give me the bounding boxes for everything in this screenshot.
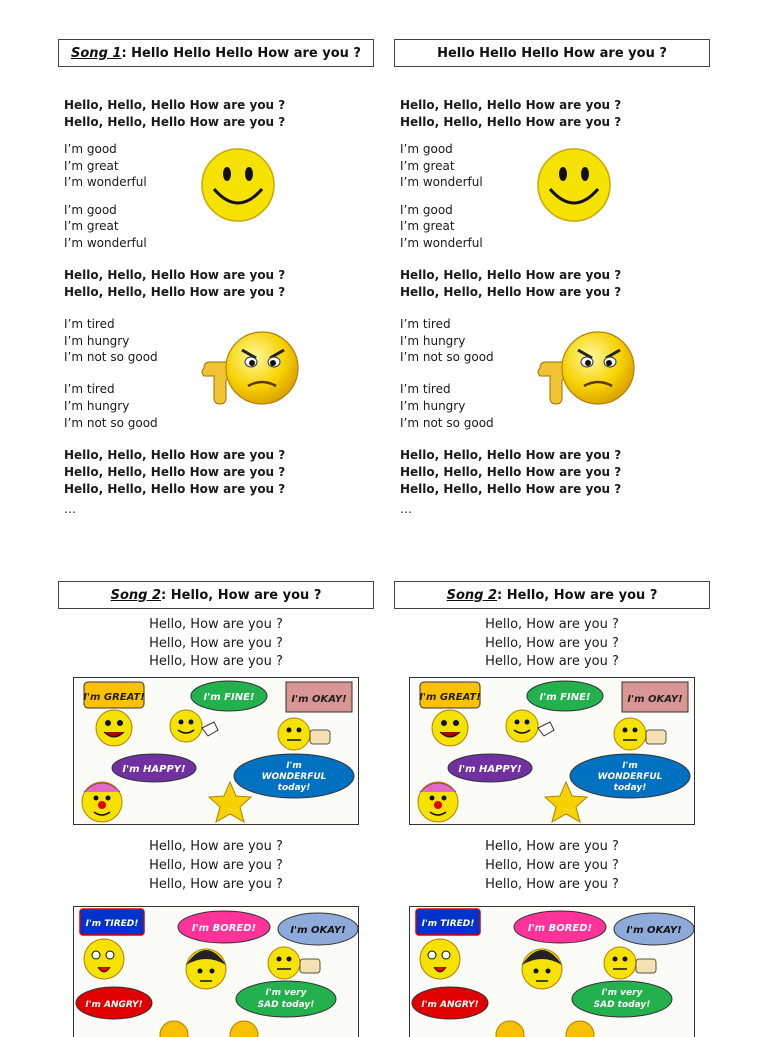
thumbs-down-smiley-icon [534,328,640,410]
tired-bubble-text: I'm TIRED! [421,919,475,929]
lyric-line: I’m hungry [400,399,466,413]
lyric-line: I’m hungry [64,334,130,348]
lyric-line: I’m great [400,219,455,233]
lyric-line: I’m tired [64,317,115,331]
tired-bubble-text: I'm TIRED! [85,919,139,929]
sad-bubble-line-2: SAD today! [593,1000,651,1010]
chorus-line: Hello, Hello, Hello How are you ? [400,268,622,282]
feelings-panel-2 [73,906,359,1037]
feelings-panel-1 [73,677,359,825]
sad-bubble-line-2: SAD today! [257,1000,315,1010]
feelings-panel-2 [409,906,695,1037]
lyric-line: I’m not so good [64,350,158,364]
chorus-line: Hello, Hello, Hello How are you ? [400,285,622,299]
okay-bubble-text: I'm OKAY! [291,694,347,705]
wonderful-bubble-line-3: today! [613,783,647,793]
happy-bubble-text: I'm HAPPY! [122,764,186,775]
lyric-line: I’m good [64,142,117,156]
wonderful-bubble-line-3: today! [277,783,311,793]
angry-bubble-text: I'm ANGRY! [85,1000,143,1010]
song2-title-text: : Hello, How are you ? [497,587,658,603]
song1-title-prefix: Song 1 [71,45,122,61]
sad-bubble-line-1: I'm very [601,988,643,998]
song2-line: Hello, How are you ? [485,654,619,669]
lyric-line: I’m not so good [400,350,494,364]
song2-line: Hello, How are you ? [149,654,283,669]
lyric-line: I’m tired [400,382,451,396]
song2-title [394,581,710,609]
song1-title [394,39,710,67]
song2-title-prefix: Song 2 [446,587,498,603]
lyric-line: I’m not so good [64,416,158,430]
chorus-line: Hello, Hello, Hello How are you ? [64,465,286,479]
lyric-line: I’m wonderful [64,236,147,250]
chorus-line: Hello, Hello, Hello How are you ? [400,98,622,112]
feelings-illustration-2 [74,907,358,1037]
lyric-line: I’m good [400,203,453,217]
lyric-line: I’m not so good [400,416,494,430]
chorus-line: Hello, Hello, Hello How are you ? [400,448,622,462]
lyric-line: I’m tired [64,382,115,396]
chorus-line: Hello, Hello, Hello How are you ? [64,448,286,462]
happy-smiley-icon [536,147,612,223]
bored-bubble-text: I'm BORED! [191,923,257,934]
great-bubble-text: I'm GREAT! [83,692,145,703]
song2-line: Hello, How are you ? [485,858,619,873]
song2-line: Hello, How are you ? [149,858,283,873]
song2-line: Hello, How are you ? [149,877,283,892]
angry-bubble-text: I'm ANGRY! [421,1000,479,1010]
happy-smiley-icon [200,147,276,223]
lyric-line: I’m good [64,203,117,217]
okay2-bubble-text: I'm OKAY! [290,925,346,936]
chorus-line: Hello, Hello, Hello How are you ? [400,482,622,496]
lyric-line: I’m wonderful [400,175,483,189]
lyric-line: I’m great [64,219,119,233]
chorus-line: Hello, Hello, Hello How are you ? [64,268,286,282]
wonderful-bubble-line-2: WONDERFUL [261,772,327,782]
lyric-line: I’m wonderful [400,236,483,250]
chorus-line: Hello, Hello, Hello How are you ? [400,115,622,129]
great-bubble-text: I'm GREAT! [419,692,481,703]
okay2-bubble-text: I'm OKAY! [626,925,682,936]
happy-bubble-text: I'm HAPPY! [458,764,522,775]
wonderful-bubble-line-2: WONDERFUL [597,772,663,782]
song2-line: Hello, How are you ? [149,839,283,854]
song2-title-text: : Hello, How are you ? [161,587,322,603]
song2-line: Hello, How are you ? [149,617,283,632]
chorus-line: Hello, Hello, Hello How are you ? [64,285,286,299]
thumbs-down-smiley-icon [198,328,304,410]
lyric-line: I’m wonderful [64,175,147,189]
song2-line: Hello, How are you ? [485,877,619,892]
feelings-illustration-2 [410,907,694,1037]
song1-title-text: Hello Hello Hello How are you ? [437,45,667,61]
lyric-line: I’m great [64,159,119,173]
wonderful-bubble-line-1: I'm [622,761,638,771]
chorus-line: Hello, Hello, Hello How are you ? [64,482,286,496]
ellipsis: … [400,502,412,516]
song2-line: Hello, How are you ? [485,839,619,854]
lyric-line: I’m hungry [64,399,130,413]
chorus-line: Hello, Hello, Hello How are you ? [400,465,622,479]
song1-title [58,39,374,67]
fine-bubble-text: I'm FINE! [539,692,591,703]
ellipsis: … [64,502,76,516]
lyric-line: I’m good [400,142,453,156]
chorus-line: Hello, Hello, Hello How are you ? [64,98,286,112]
wonderful-bubble-line-1: I'm [286,761,302,771]
song2-title [58,581,374,609]
song2-title-prefix: Song 2 [110,587,162,603]
bored-bubble-text: I'm BORED! [527,923,593,934]
feelings-illustration-1 [74,678,358,824]
song1-title-text: : Hello Hello Hello How are you ? [121,45,361,61]
lyric-line: I’m great [400,159,455,173]
lyric-line: I’m hungry [400,334,466,348]
fine-bubble-text: I'm FINE! [203,692,255,703]
song2-line: Hello, How are you ? [485,617,619,632]
chorus-line: Hello, Hello, Hello How are you ? [64,115,286,129]
lyric-line: I’m tired [400,317,451,331]
sad-bubble-line-1: I'm very [265,988,307,998]
okay-bubble-text: I'm OKAY! [627,694,683,705]
song2-line: Hello, How are you ? [149,636,283,651]
song2-line: Hello, How are you ? [485,636,619,651]
feelings-panel-1 [409,677,695,825]
feelings-illustration-1 [410,678,694,824]
